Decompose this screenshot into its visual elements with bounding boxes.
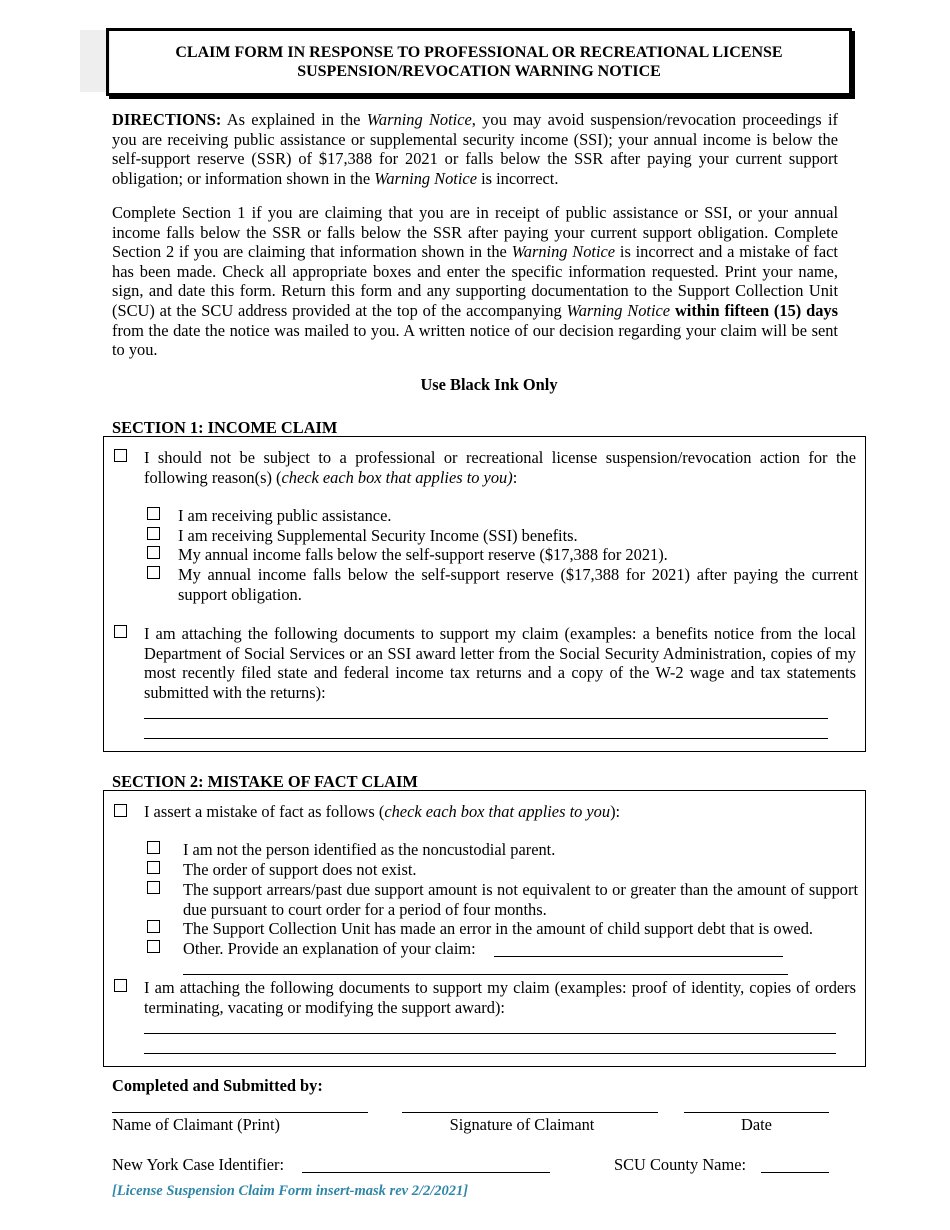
section1-intro-italic: check each box that applies to you) <box>281 467 513 487</box>
section2-option: The support arrears/past due support amount is not equivalent to or greater than the amount of support due pursuant to court order for a period of four months. <box>183 880 858 919</box>
section2-intro <box>144 802 856 822</box>
section1-option: My annual income falls below the self-support reserve ($17,388 for 2021) after paying the current support obligation. <box>178 565 858 604</box>
county-name-label: SCU County Name: <box>614 1155 747 1174</box>
directions-label: DIRECTIONS: <box>112 110 222 129</box>
revision-note: [License Suspension Claim Form insert-mask rev 2/2/2021] <box>112 1183 469 1199</box>
directions-text: is incorrect and a mistake of fact has been made. Check all appropriate boxes and enter the specific information requested. Print your name, sign, and date this form. Return this form and any supporting documentation to the Support Collection Unit (SCU) at the SCU address provided at the top of the accompanying <box>112 242 838 320</box>
section1-intro <box>144 448 856 487</box>
section1-heading: SECTION 1: INCOME CLAIM <box>112 418 338 437</box>
section1-intro-text: I should not be subject to a professional or recreational license suspension/revocation action for the following reason(s) ( <box>144 448 856 487</box>
section2-intro-text: ): <box>610 802 621 821</box>
case-identifier-label: New York Case Identifier: <box>112 1155 285 1174</box>
public-assistance-checkbox[interactable] <box>147 507 160 520</box>
income-below-ssr-checkbox[interactable] <box>147 546 160 559</box>
warning-notice-ref: Warning Notice <box>566 300 671 320</box>
section1-attach-checkbox[interactable] <box>114 625 127 638</box>
directions-text: Complete Section 1 if you are claiming that you are in receipt of public assistance or SSI, or your annual income falls below the SSR or falls below the SSR after paying your current support obligation. Complete Section 2 if you are claiming that information shown in the <box>112 203 838 262</box>
directions-text: from the date the notice was mailed to you. A written notice of our decision regarding your claim will be sent to you. <box>112 320 838 360</box>
section1-attach-text: I am attaching the following documents to support my claim (examples: a benefits notice from the local Department of Social Services or an SSI award letter from the Social Security Administration, copies of my most recently filed state and federal income tax returns and a copy of the W-2 wage and tax statements submitted with the returns): <box>144 624 856 702</box>
section2-attach-checkbox[interactable] <box>114 979 127 992</box>
claimant-name-label: Name of Claimant (Print) <box>112 1115 280 1134</box>
county-name-line[interactable] <box>761 1172 829 1173</box>
other-explanation-line[interactable] <box>494 956 783 957</box>
directions-text: is incorrect. <box>476 168 559 188</box>
directions-paragraph-1 <box>112 110 838 188</box>
section2-document-line[interactable] <box>144 1053 836 1054</box>
section2-option: The order of support does not exist. <box>183 860 417 879</box>
completed-by-heading: Completed and Submitted by: <box>112 1076 323 1095</box>
section2-claim-checkbox[interactable] <box>114 804 127 817</box>
claimant-name-line[interactable] <box>112 1112 368 1113</box>
directions-paragraph-2 <box>112 203 838 360</box>
form-title <box>106 28 852 96</box>
other-claim-checkbox[interactable] <box>147 940 160 953</box>
directions-text: , you may avoid suspension/revocation proceedings if you are receiving public assistance or supplemental security income (SSI); your annual income is below the self-support reserve (SSR) of $17,388 for 2021 or falls below the SSR after paying your current support obligation; or information shown in the <box>112 110 838 188</box>
not-noncustodial-parent-checkbox[interactable] <box>147 841 160 854</box>
section1-document-line[interactable] <box>144 738 828 739</box>
deadline-text: within fifteen (15) days <box>670 300 839 320</box>
warning-notice-ref: Warning Notice <box>374 168 477 188</box>
scu-error-checkbox[interactable] <box>147 920 160 933</box>
warning-notice-ref: Warning Notice <box>366 110 472 129</box>
section1-option: I am receiving public assistance. <box>178 506 392 525</box>
form-title-line1: CLAIM FORM IN RESPONSE TO PROFESSIONAL OR RECREATIONAL LICENSE <box>175 44 783 61</box>
black-ink-note: Use Black Ink Only <box>420 375 558 394</box>
section2-heading: SECTION 2: MISTAKE OF FACT CLAIM <box>112 772 418 791</box>
claimant-signature-label: Signature of Claimant <box>449 1115 595 1134</box>
section1-intro-text: : <box>512 467 518 487</box>
date-line[interactable] <box>684 1112 829 1113</box>
section2-option: Other. Provide an explanation of your claim: <box>183 939 476 958</box>
section2-option: I am not the person identified as the noncustodial parent. <box>183 840 556 859</box>
warning-notice-ref: Warning Notice <box>511 242 616 262</box>
section2-intro-text: I assert a mistake of fact as follows ( <box>144 802 385 821</box>
form-title-line2: SUSPENSION/REVOCATION WARNING NOTICE <box>297 63 661 80</box>
section2-document-line[interactable] <box>144 1033 836 1034</box>
section1-option: I am receiving Supplemental Security Income (SSI) benefits. <box>178 526 578 545</box>
other-explanation-line[interactable] <box>183 974 788 975</box>
section2-intro-italic: check each box that applies to you <box>384 802 611 821</box>
income-below-ssr-after-support-checkbox[interactable] <box>147 566 160 579</box>
claimant-signature-line[interactable] <box>402 1112 658 1113</box>
arrears-not-equivalent-checkbox[interactable] <box>147 881 160 894</box>
ssi-checkbox[interactable] <box>147 527 160 540</box>
date-label: Date <box>741 1115 772 1134</box>
section2-attach-text: I am attaching the following documents to support my claim (examples: proof of identity, copies of orders terminating, vacating or modifying the support award): <box>144 978 856 1017</box>
case-identifier-line[interactable] <box>302 1172 550 1173</box>
no-order-checkbox[interactable] <box>147 861 160 874</box>
section1-option: My annual income falls below the self-support reserve ($17,388 for 2021). <box>178 545 668 564</box>
section1-claim-checkbox[interactable] <box>114 449 127 462</box>
section1-document-line[interactable] <box>144 718 828 719</box>
section2-option: The Support Collection Unit has made an error in the amount of child support debt that is owed. <box>183 919 813 938</box>
directions-text: As explained in the <box>221 110 367 129</box>
